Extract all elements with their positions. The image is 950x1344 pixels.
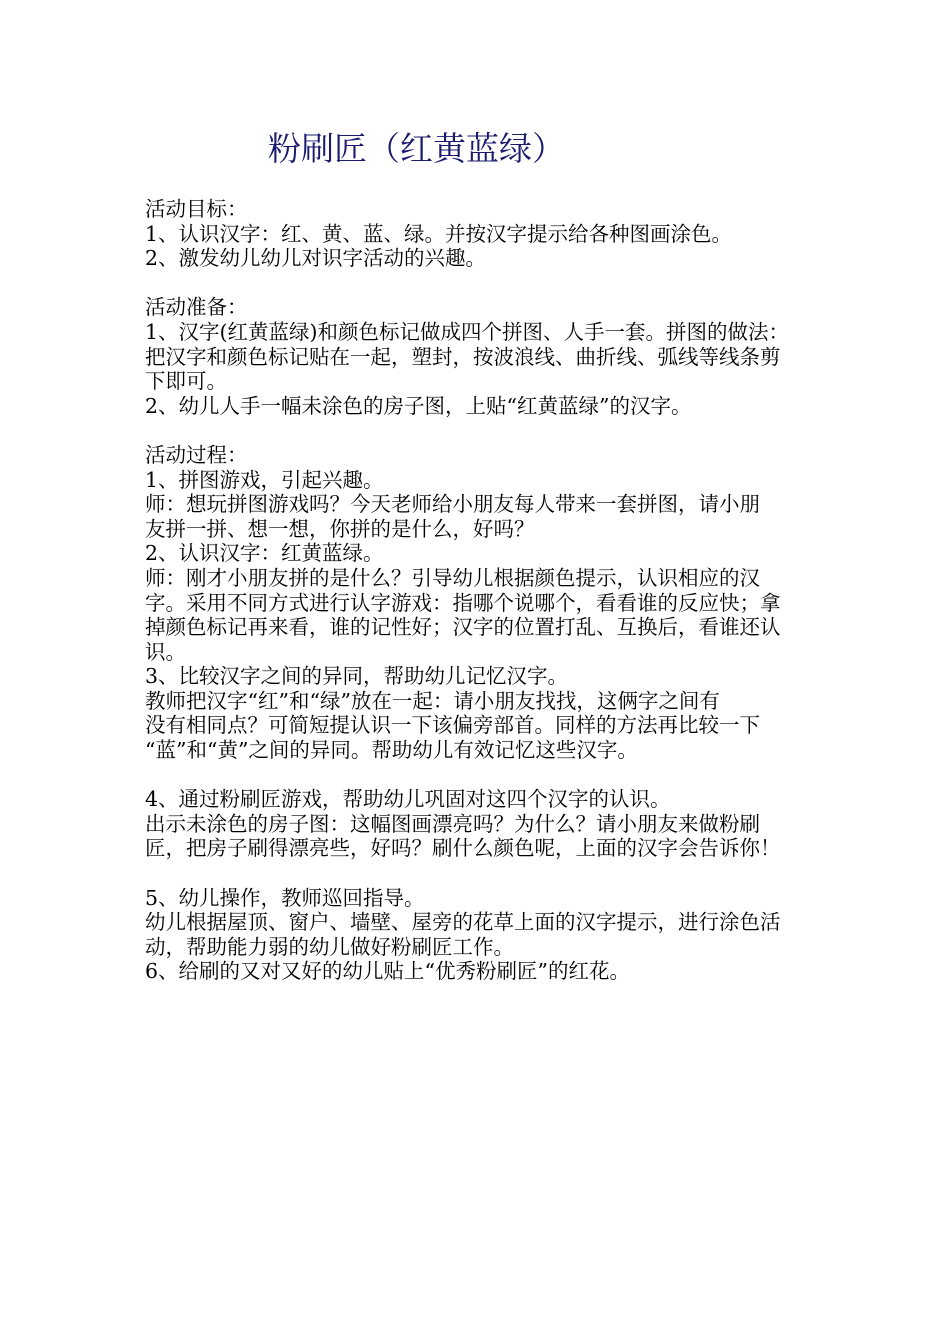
paragraph-spacer bbox=[145, 763, 835, 788]
text-line: 1、汉字(红黄蓝绿)和颜色标记做成四个拼图、人手一套。拼图的做法： bbox=[145, 319, 790, 344]
section-heading: 活动目标： bbox=[145, 197, 248, 221]
section-step-4 bbox=[145, 787, 835, 861]
section-objectives bbox=[145, 197, 835, 271]
section-process bbox=[145, 443, 835, 763]
text-line: 友拼一拼、想一想，你拼的是什么，好吗？ bbox=[145, 516, 535, 541]
text-line: “蓝”和“黄”之间的异同。帮助幼儿有效记忆这些汉字。 bbox=[145, 738, 638, 763]
section-heading: 活动过程： bbox=[145, 442, 248, 467]
text-line: 1、认识汉字：红、黄、蓝、绿。并按汉字提示给各种图画涂色。 bbox=[145, 221, 733, 246]
text-line: 1、拼图游戏，引起兴趣。 bbox=[145, 467, 384, 492]
text-line: 2、幼儿人手一幅未涂色的房子图，上贴“红黄蓝绿”的汉字。 bbox=[145, 393, 692, 418]
text-line: 2、激发幼儿幼儿对识字活动的兴趣。 bbox=[145, 246, 487, 271]
text-line: 识。 bbox=[145, 639, 186, 664]
text-line: 师：想玩拼图游戏吗？今天老师给小朋友每人带来一套拼图，请小朋 bbox=[145, 492, 760, 517]
text-line: 字。采用不同方式进行认字游戏：指哪个说哪个，看看谁的反应快；拿 bbox=[145, 590, 781, 615]
text-line: 幼儿根据屋顶、窗户、墙壁、屋旁的花草上面的汉字提示，进行涂色活 bbox=[145, 910, 781, 935]
text-line: 4、通过粉刷匠游戏，帮助幼儿巩固对这四个汉字的认识。 bbox=[145, 787, 671, 812]
section-heading: 活动准备： bbox=[145, 295, 248, 320]
text-line: 出示未涂色的房子图：这幅图画漂亮吗？为什么？请小朋友来做粉刷 bbox=[145, 811, 760, 836]
text-line: 匠，把房子刷得漂亮些，好吗？刷什么颜色呢，上面的汉字会告诉你！ bbox=[145, 836, 781, 861]
text-line: 动，帮助能力弱的幼儿做好粉刷匠工作。 bbox=[145, 934, 514, 959]
text-line: 5、幼儿操作，教师巡回指导。 bbox=[145, 885, 425, 910]
text-line: 掉颜色标记再来看，谁的记性好；汉字的位置打乱、互换后，看谁还认 bbox=[145, 615, 781, 640]
paragraph-spacer bbox=[145, 418, 835, 443]
text-line: 师：刚才小朋友拼的是什么？引导幼儿根据颜色提示，认识相应的汉 bbox=[145, 565, 760, 590]
text-line: 2、认识汉字：红黄蓝绿。 bbox=[145, 541, 384, 566]
paragraph-spacer bbox=[145, 271, 835, 296]
section-step-5-6 bbox=[145, 886, 835, 984]
text-line: 把汉字和颜色标记贴在一起，塑封，按波浪线、曲折线、弧线等线条剪 bbox=[145, 344, 781, 369]
document-body bbox=[145, 197, 835, 984]
paragraph-spacer bbox=[145, 861, 835, 886]
section-preparation bbox=[145, 295, 835, 418]
text-line: 下即可。 bbox=[145, 369, 227, 394]
text-line: 教师把汉字“红”和“绿”放在一起：请小朋友找找，这俩字之间有 bbox=[145, 688, 720, 713]
text-line: 没有相同点？可简短提认识一下该偏旁部首。同样的方法再比较一下 bbox=[145, 713, 760, 738]
document-title: 粉刷匠（红黄蓝绿） bbox=[268, 129, 565, 168]
text-line: 3、比较汉字之间的异同，帮助幼儿记忆汉字。 bbox=[145, 664, 569, 689]
text-line: 6、给刷的又对又好的幼儿贴上“优秀粉刷匠”的红花。 bbox=[145, 959, 631, 984]
